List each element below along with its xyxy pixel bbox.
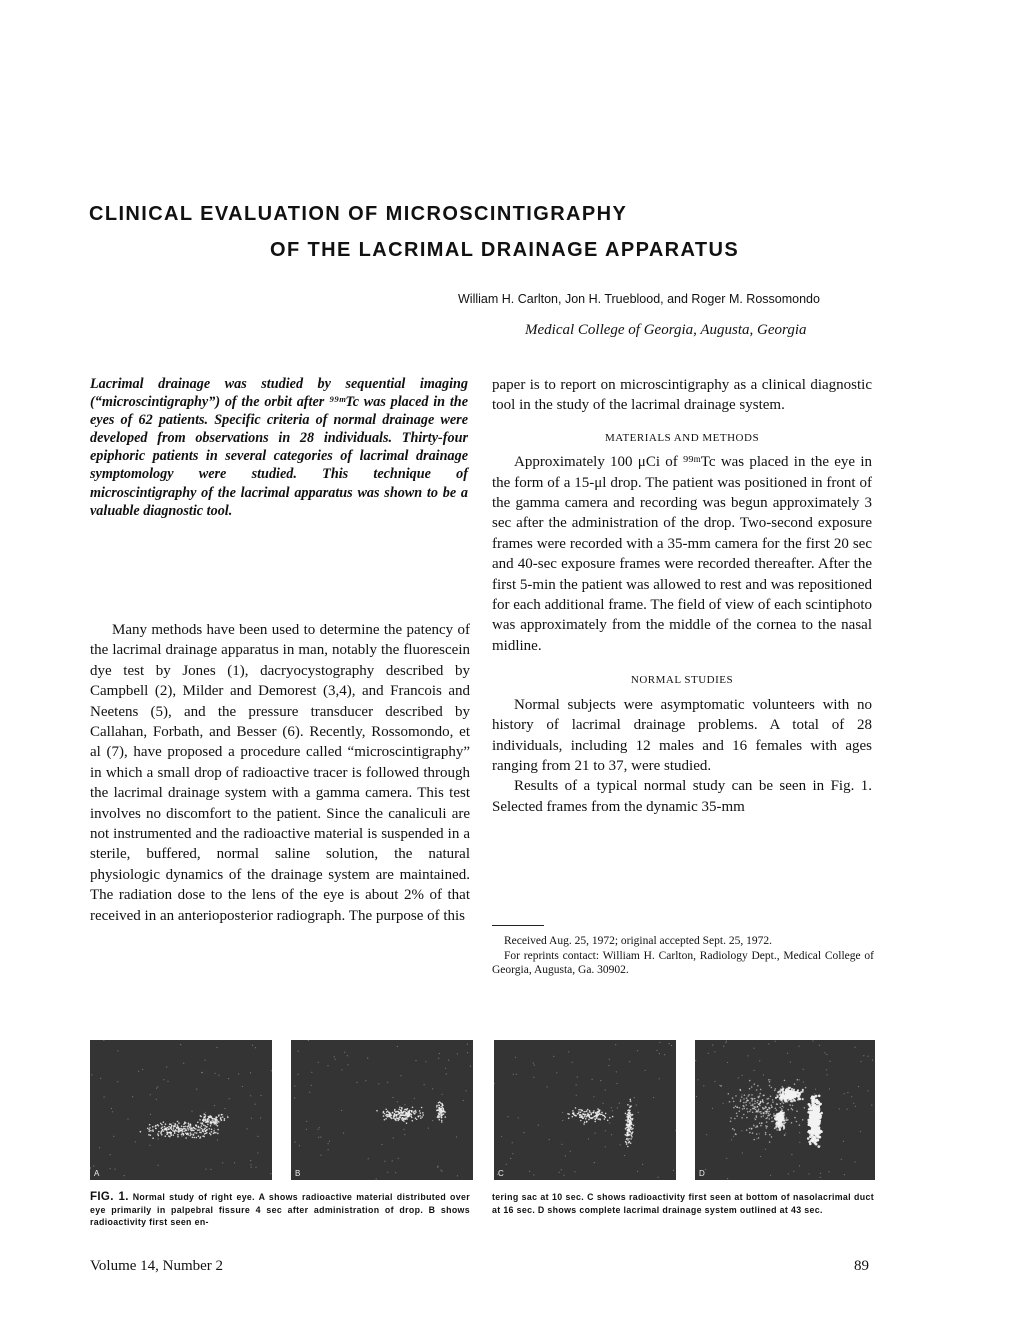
- panel-label-c: C: [498, 1169, 504, 1178]
- normal-paragraph-1: Normal subjects were asymptomatic volunteers with no history of lacrimal drainage problems. A total of 28 individuals, including 12 males and 16 females with ages ranging from 21 to 37, were studied.: [492, 696, 872, 774]
- footnote: [492, 934, 874, 978]
- page-number: 89: [854, 1258, 869, 1274]
- figure-panel-b: [291, 1040, 473, 1180]
- figure-caption-right: tering sac at 10 sec. C shows radioactivity first seen at bottom of nasolacrimal duct at 16 sec. D shows complete lacrimal drainage system outlined at 43 sec.: [492, 1192, 874, 1215]
- title-line-1: CLINICAL EVALUATION OF MICROSCINTIGRAPHY: [89, 203, 628, 225]
- materials-heading: MATERIALS AND METHODS: [604, 431, 760, 444]
- figure-panel-c: [494, 1040, 676, 1180]
- abstract: Lacrimal drainage was studied by sequential imaging (“microscintigraphy”) of the orbit after ⁹⁹ᵐTc was placed in the eyes of 62 patients. Specific criteria of normal drainage were developed from observations in 28 individuals. Thirty-four epiphoric patients in several categories of lacrimal drainage symptomology were studied. This technique of microscintigraphy of the lacrimal apparatus was shown to be a valuable diagnostic tool.: [90, 376, 468, 519]
- figure-panel-a: [90, 1040, 272, 1180]
- figure-panel-d: [695, 1040, 875, 1180]
- title-line-2: OF THE LACRIMAL DRAINAGE APPARATUS: [270, 239, 740, 261]
- authors: William H. Carlton, Jon H. Trueblood, and Roger M. Rossomondo: [458, 292, 820, 306]
- intro-paragraph: Many methods have been used to determine the patency of the lacrimal drainage apparatus in man, notably the fluorescein dye test by Jones (1), dacryocystography described by Campbell (2), Milder and Demorest (3,4), and Francois and Neetens (5), and the pressure transducer described by Callahan, Forbath, and Besser (6). Recently, Rossomondo, et al (7), have proposed a procedure called “microscintigraphy” in which a small drop of radioactive tracer is followed through the lacrimal drainage system with a gamma camera. This test involves no discomfort to the patient. Since the canaliculi are not instrumented and the radioactive material is suspended in a sterile, buffered, normal saline solution, the natural physiologic dynamics of the drainage system are maintained. The radiation dose to the lens of the eye is about 2% of that received in an anterioposterior radiograph. The purpose of this: [90, 622, 470, 924]
- panel-label-d: D: [699, 1169, 705, 1178]
- footnote-rule: [492, 925, 544, 926]
- materials-paragraph: Approximately 100 μCi of ⁹⁹ᵐTc was placed in the eye in the form of a 15-μl drop. The patient was positioned in front of the gamma camera and recording was begun approximately 3 sec after the administration of the drop. Two-second exposure frames were recorded with a 35-mm camera for the first 20 sec and 40-sec exposure frames were recorded thereafter. After the first 5-min the patient was allowed to rest and was repositioned for each additional frame. The field of view of each scintiphoto was approximately from the middle of the cornea to the nasal midline.: [492, 454, 872, 654]
- panel-label-b: B: [295, 1169, 301, 1178]
- intro-continued: paper is to report on microscintigraphy as a clinical diagnostic tool in the study of the lacrimal drainage system.: [492, 377, 872, 414]
- normal-studies-heading: NORMAL STUDIES: [630, 674, 734, 687]
- normal-paragraph-2: Results of a typical normal study can be seen in Fig. 1. Selected frames from the dynamic 35-mm: [492, 778, 872, 815]
- affiliation: Medical College of Georgia, Augusta, Georgia: [525, 322, 807, 338]
- received-note: Received Aug. 25, 1972; original accepted Sept. 25, 1972.: [504, 935, 772, 947]
- footer-volume: Volume 14, Number 2: [90, 1258, 224, 1274]
- panel-label-a: A: [94, 1169, 100, 1178]
- right-column-body: [492, 375, 872, 817]
- caption-text-left: Normal study of right eye. A shows radioactive material distributed over eye primarily in palpebral fissure 4 sec after administration of drop. B shows radioactivity first seen en-: [90, 1192, 470, 1228]
- figure-label: FIG. 1.: [90, 1191, 129, 1203]
- left-column-body: [90, 620, 470, 926]
- reprints-note: For reprints contact: William H. Carlton, Radiology Dept., Medical College of Georgia, Augusta, Ga. 30902.: [492, 949, 874, 977]
- figure-caption-left: [90, 1191, 470, 1229]
